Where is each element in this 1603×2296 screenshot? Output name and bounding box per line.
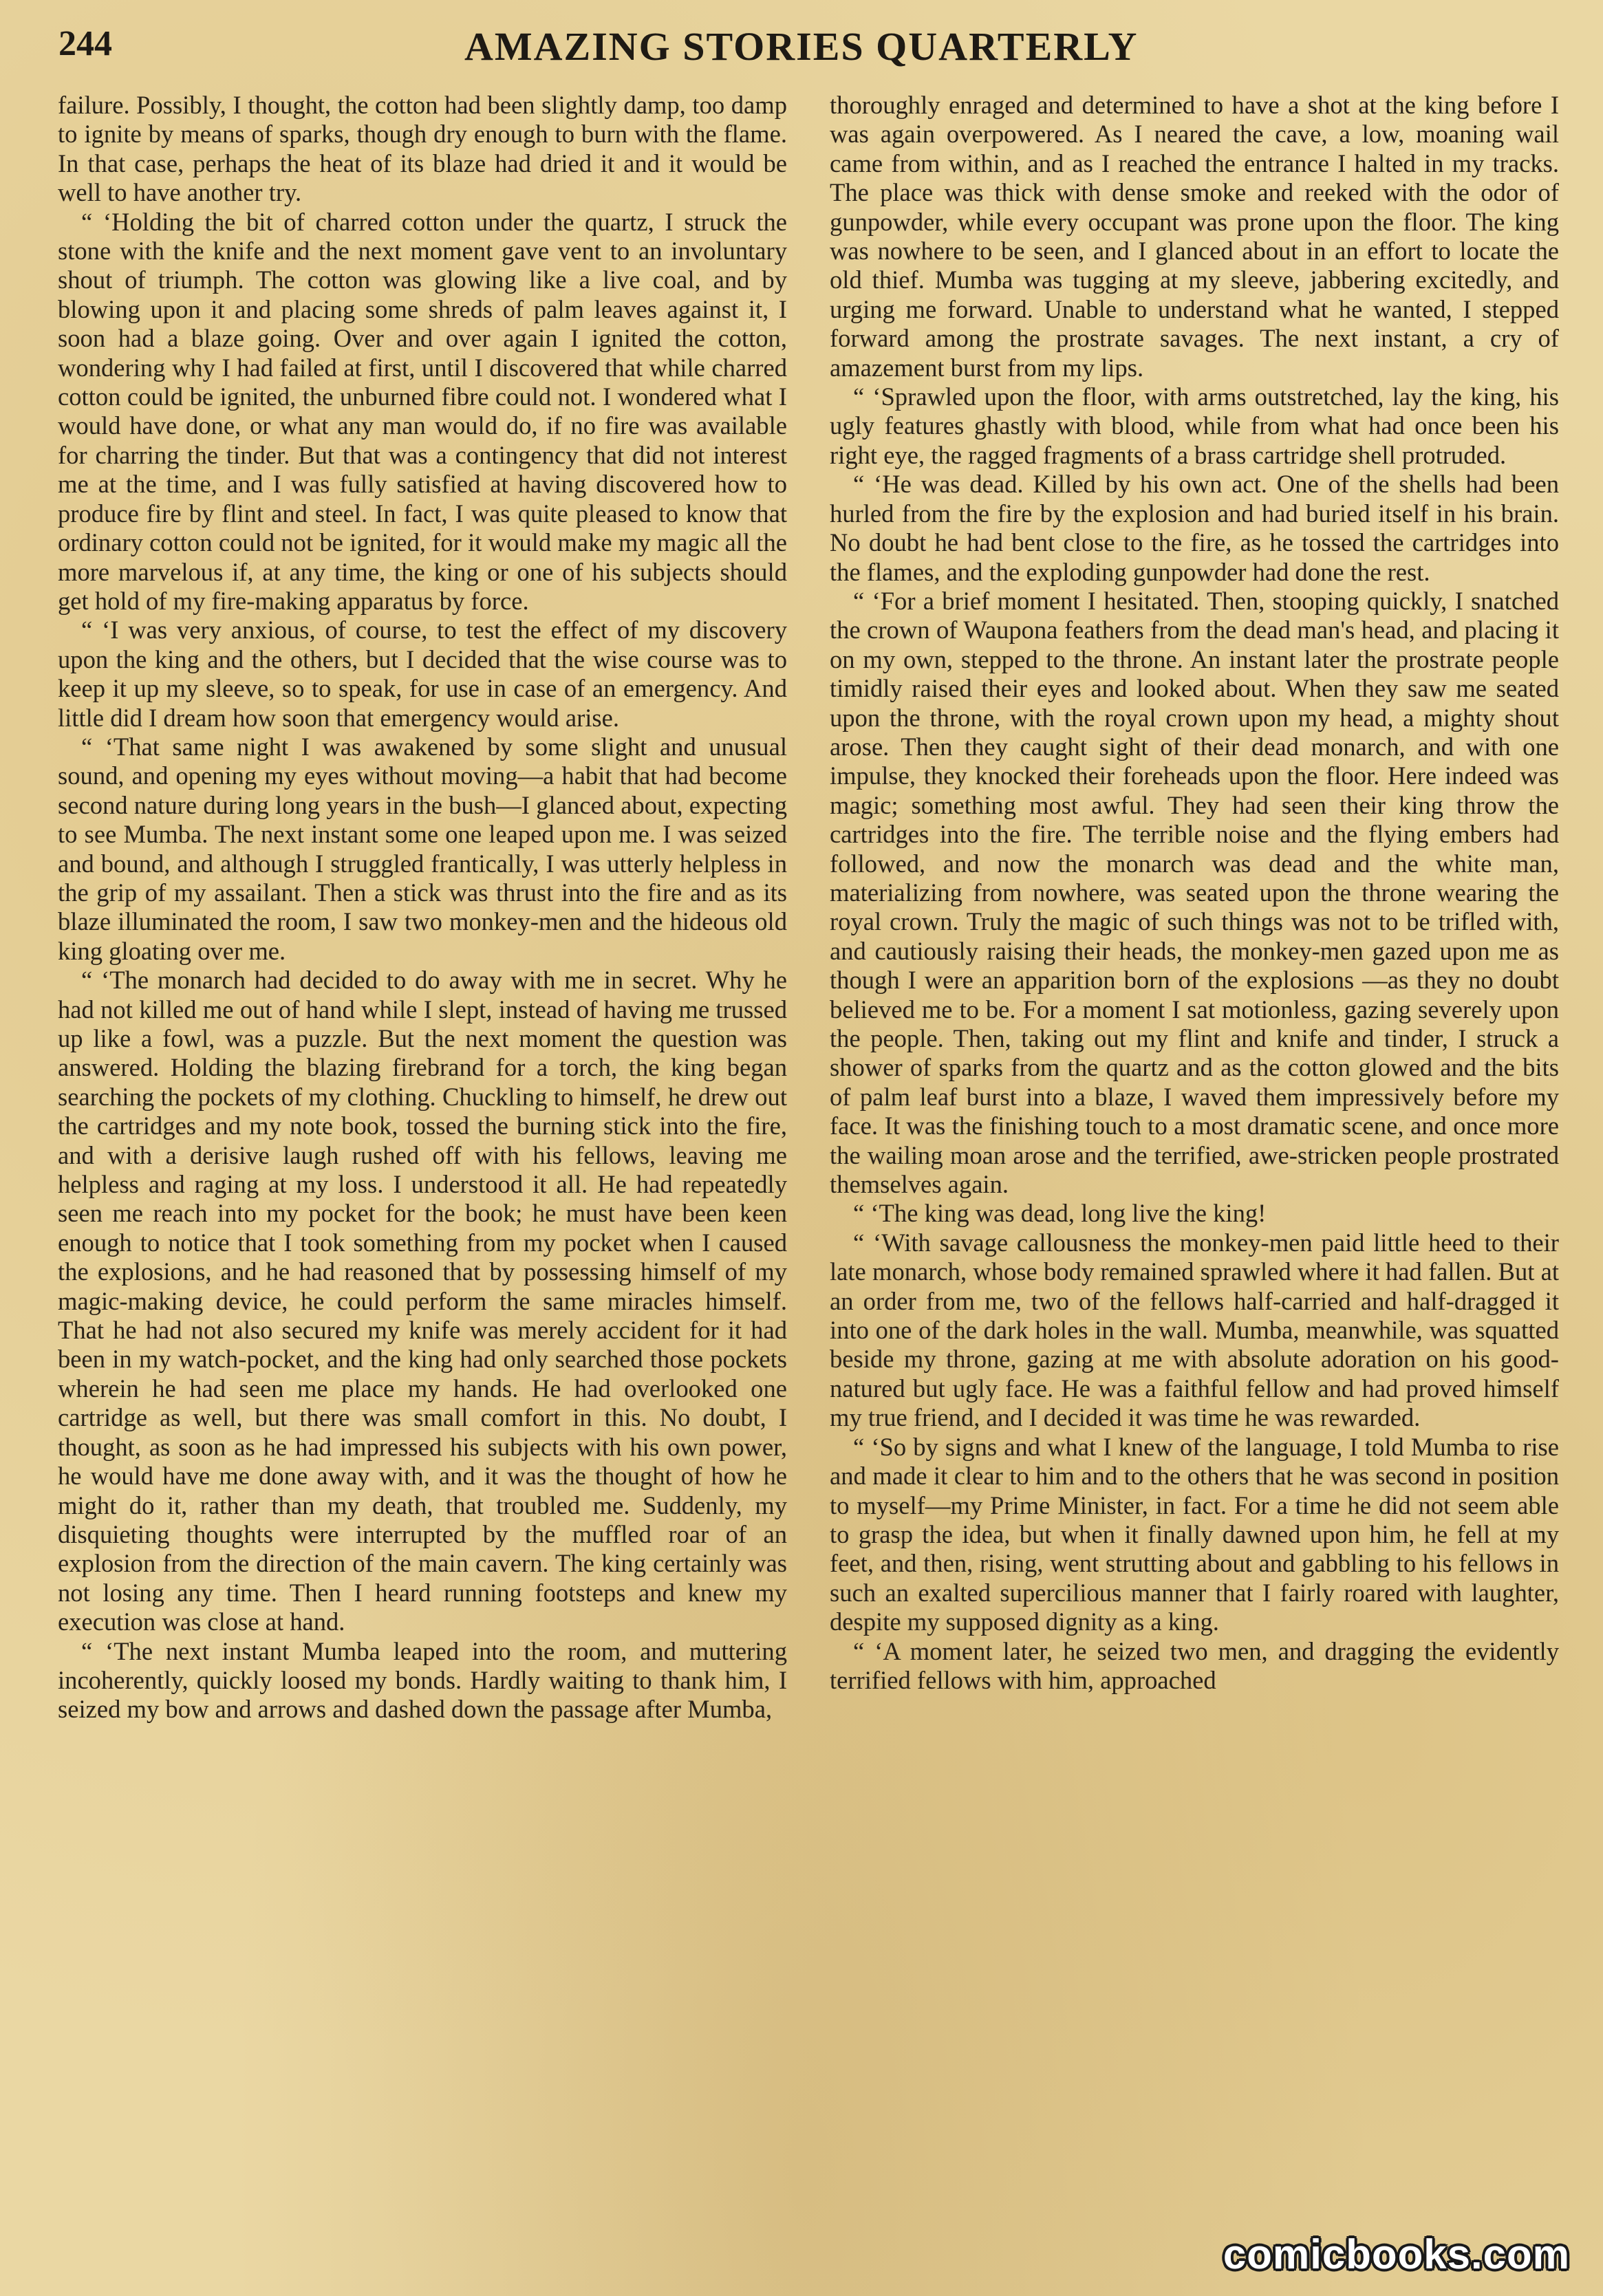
paragraph: thoroughly enraged and determined to have a shot at the king before I was again overpowered. As I neared the cave, a low, moaning wail came from within, and as I reached the entrance I halted in my tracks. The place was thick with dense smoke and reeked with the odor of gunpowder, while every occupant was prone upon the floor. The king was nowhere to be seen, and I glanced about in an effort to locate the old thief. Mumba was tugging at my sleeve, jabbering excitedly, and urging me forward. Unable to understand what he wanted, I stepped forward among the prostrate savages. The next instant, a cry of amazement burst from my lips. [830,91,1559,382]
paragraph: “ ‘With savage callousness the monkey-men paid little heed to their late monarch, whose body remained sprawled where it had fallen. But at an order from me, two of the fellows half-carried and half-dragged it into one of the dark holes in the wall. Mumba, meanwhile, was squatted beside my throne, gazing at me with absolute adoration on his good-natured but ugly face. He was a faithful fellow and had proved himself my true friend, and I decided it was time he was rewarded. [830,1228,1559,1432]
paragraph: “ ‘He was dead. Killed by his own act. One of the shells had been hurled from the fire by the explosion and had buried itself in his brain. No doubt he had bent close to the fire, as he tossed the cartridges into the flames, and the exploding gunpowder had done the rest. [830,470,1559,586]
paragraph: “ ‘Sprawled upon the floor, with arms outstretched, lay the king, his ugly features ghastly with blood, while from what had once been his right eye, the ragged fragments of a brass cartridge shell protruded. [830,382,1559,469]
paragraph: “ ‘I was very anxious, of course, to test the effect of my discovery upon the king and the others, but I decided that the wise course was to keep it up my sleeve, so to speak, for use in case of an emergency. And little did I dream how soon that emergency would arise. [58,616,787,732]
page-header [58,17,1562,78]
left-column [58,91,787,2251]
page-number: 244 [58,24,112,63]
paragraph: “ ‘The next instant Mumba leaped into the room, and muttering incoherently, quickly loosed my bonds. Hardly waiting to thank him, I seized my bow and arrows and dashed down the passage after Mumba, [58,1636,787,1724]
paragraph: failure. Possibly, I thought, the cotton had been slightly damp, too damp to ignite by means of sparks, though dry enough to burn with the flame. In that case, perhaps the heat of its blaze had dried it and it would be well to have another try. [58,91,787,207]
running-title: AMAZING STORIES QUARTERLY [464,24,1139,69]
site-watermark: comicbooks.com [1223,2231,1570,2277]
paragraph: “ ‘The monarch had decided to do away with me in secret. Why he had not killed me out of hand while I slept, instead of having me trussed up like a fowl, was a puzzle. But the next moment the question was answered. Holding the blazing firebrand for a torch, the king began searching the pockets of my clothing. Chuckling to himself, he drew out the cartridges and my note book, tossed the burning stick into the fire, and with a derisive laugh rushed off with his fellows, leaving me helpless and raging at my loss. I understood it all. He had repeatedly seen me reach into my pocket for the book; he must have been keen enough to notice that I took something from my pocket when I caused the explosions, and he had reasoned that by possessing himself of my magic-making device, he could perform the same miracles himself. That he had not also secured my knife was merely accident for it had been in my watch-pocket, and the king had only searched those pockets wherein he had seen me place my hands. He had overlooked one cartridge as well, but there was small comfort in this. No doubt, I thought, as soon as he had impressed his subjects with his own power, he would have me done away with, and it was the thought of how he might do it, rather than my death, that troubled me. Suddenly, my disquieting thoughts were interrupted by the muffled roar of an explosion from the direction of the main cavern. The king certainly was not losing any time. Then I heard running footsteps and knew my execution was close at hand. [58,966,787,1636]
right-column [830,91,1559,2251]
paragraph: “ ‘That same night I was awakened by some slight and unusual sound, and opening my eyes without moving—a habit that had become second nature during long years in the bush—I glanced about, expecting to see Mumba. The next instant some one leaped upon me. I was seized and bound, and although I struggled frantically, I was utterly helpless in the grip of my assailant. Then a stick was thrust into the fire and as its blaze illuminated the room, I saw two monkey-men and the hideous old king gloating over me. [58,732,787,965]
paragraph: “ ‘So by signs and what I knew of the language, I told Mumba to rise and made it clear to him and to the others that he was second in position to myself—my Prime Minister, in fact. For a time he did not seem able to grasp the idea, but when it finally dawned upon him, he fell at my feet, and then, rising, went strutting about and gabbling to his fellows in such an exalted supercilious manner that I fairly roared with laughter, despite my supposed dignity as a king. [830,1432,1559,1636]
paragraph: “ ‘For a brief moment I hesitated. Then, stooping quickly, I snatched the crown of Waupona feathers from the dead man's head, and placing it on my own, stepped to the throne. An instant later the prostrate people timidly raised their eyes and looked about. When they saw me seated upon the throne, with the royal crown upon my head, a mighty shout arose. Then they caught sight of their dead monarch, and with one impulse, they knocked their foreheads upon the floor. Here indeed was magic; something most awful. They had seen their king throw the cartridges into the fire. The terrible noise and the flying embers had followed, and now the monarch was dead and the white man, materializing from nowhere, was seated upon the throne wearing the royal crown. Truly the magic of such things was not to be trifled with, and cautiously raising their heads, the monkey-men gazed upon me as though I were an apparition born of the explosions —as they no doubt believed me to be. For a moment I sat motionless, gazing severely upon the people. Then, taking out my flint and knife and tinder, I struck a shower of sparks from the quartz and as the cotton glowed and the bits of palm leaf burst into a blaze, I waved them impressively before my face. It was the finishing touch to a most dramatic scene, and once more the wailing moan arose and the terrified, awe-stricken people prostrated themselves again. [830,586,1559,1199]
paragraph: “ ‘A moment later, he seized two men, and dragging the evidently terrified fellows with him, approached [830,1636,1559,1694]
paragraph: “ ‘Holding the bit of charred cotton under the quartz, I struck the stone with the knife and the next moment gave vent to an involuntary shout of triumph. The cotton was glowing like a live coal, and by blowing upon it and placing some shreds of palm leaves against it, I soon had a blaze going. Over and over again I ignited the cotton, wondering why I had failed at first, until I discovered that while charred cotton could be ignited, the unburned fibre could not. I wondered what I would have done, or what any man would do, if no fire was available for charring the tinder. But that was a contingency that did not interest me at the time, and I was fully satisfied at having discovered how to produce fire by flint and steel. In fact, I was quite pleased to know that ordinary cotton could not be ignited, for it would make my magic all the more marvelous if, at any time, the king or one of his subjects should get hold of my fire-making apparatus by force. [58,207,787,615]
paragraph: “ ‘The king was dead, long live the king! [853,1199,1267,1228]
